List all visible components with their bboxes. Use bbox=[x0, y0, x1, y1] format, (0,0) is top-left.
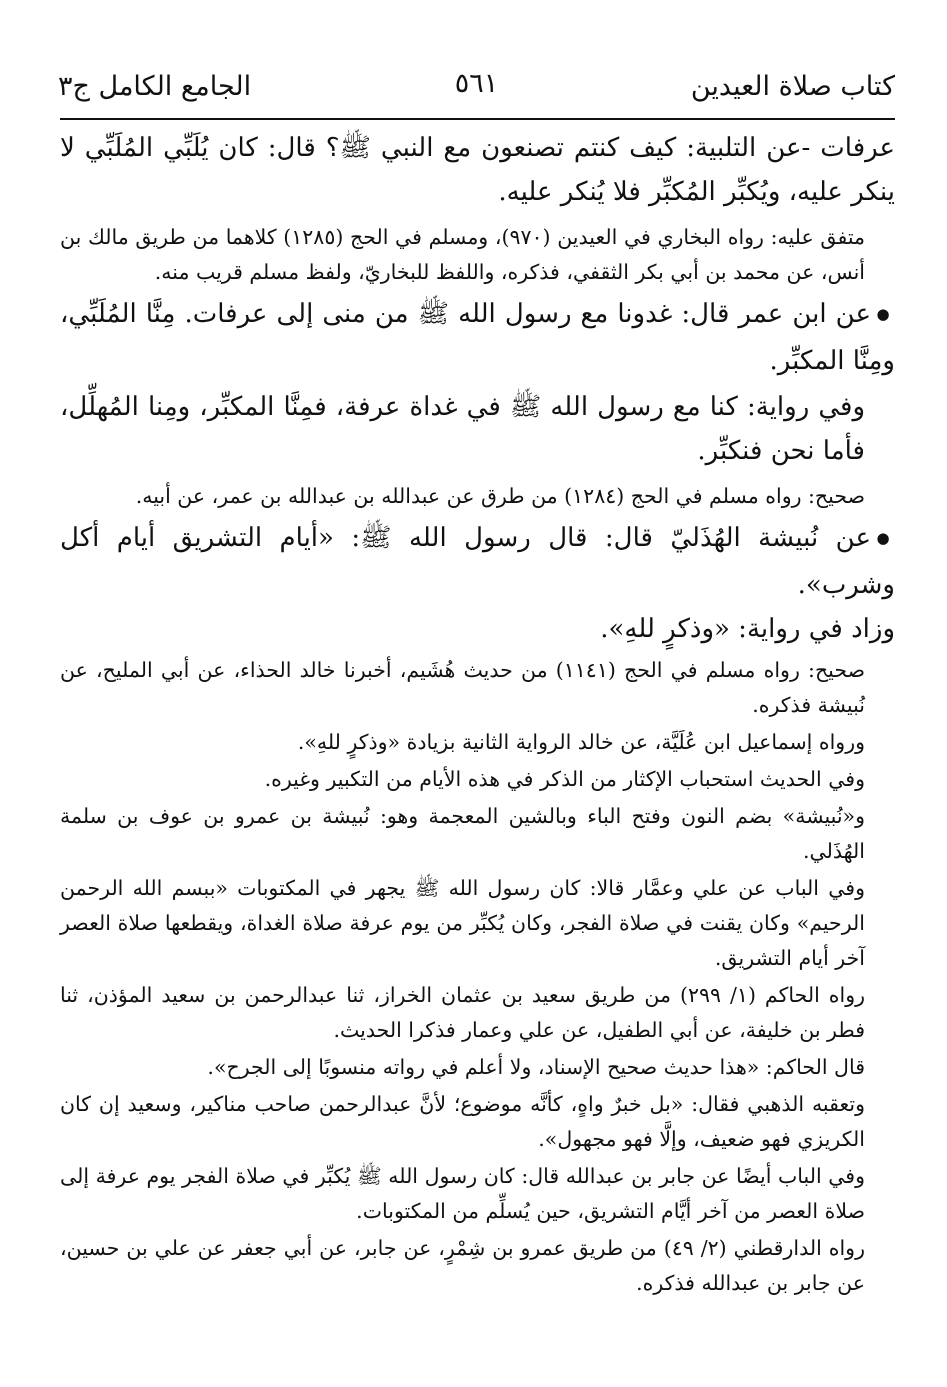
takhrij-note: رواه الحاكم (١/ ٢٩٩) من طريق سعيد بن عثمان الخراز، ثنا عبدالرحمن بن سعيد المؤذن، ثنا فطر بن خليفة، عن أبي الطفيل، عن علي وعمار فذكرا الحديث. bbox=[60, 983, 865, 1042]
book-title: الجامع الكامل ج٣ bbox=[58, 70, 252, 102]
hadith-body: عن نُبيشة الهُذَليّ قال: قال رسول الله ﷺ: «أيام التشريق أيام أكل وشرب». bbox=[60, 523, 895, 600]
commentary-note: وتعقبه الذهبي فقال: «بل خبرٌ واهٍ، كأنَّه موضوع؛ لأنَّ عبدالرحمن صاحب مناكير، وسعيد إن كان الكريزي فهو ضعيف، وإلَّا فهو مجهول». bbox=[60, 1092, 865, 1151]
page-header bbox=[58, 58, 895, 114]
hadith-text bbox=[60, 292, 895, 383]
commentary-note: وفي الباب أيضًا عن جابر بن عبدالله قال: كان رسول الله ﷺ يُكبِّر في صلاة الفجر يوم عرفة إلى صلاة العصر من آخر أيَّام التشريق، حين يُسلِّم من المكتوبات. bbox=[60, 1164, 865, 1223]
hadith-text: عرفات -عن التلبية: كيف كنتم تصنعون مع النبي ﷺ؟ قال: كان يُلَبِّي المُلَبِّي لا ينكر عليه، ويُكبِّر المُكبِّر فلا يُنكر عليه. bbox=[60, 133, 895, 207]
commentary-note: و«نُبيشة» بضم النون وفتح الباء وبالشين المعجمة وهو: نُبيشة بن عمرو بن عوف بن سلمة الهُذَلي. bbox=[60, 804, 865, 863]
takhrij-note: صحيح: رواه مسلم في الحج (١١٤١) من حديث هُشَيم، أخبرنا خالد الحذاء، عن أبي المليح، عن نُبيشة فذكره. bbox=[60, 658, 866, 717]
commentary-note: ورواه إسماعيل ابن عُلَيَّة، عن خالد الرواية الثانية بزيادة «وذكرٍ للهِ». bbox=[297, 730, 865, 754]
takhrij-note: صحيح: رواه مسلم في الحج (١٢٨٤) من طرق عن عبدالله بن عبدالله بن عمر، عن أبيه. bbox=[135, 484, 865, 508]
chapter-title: كتاب صلاة العيدين bbox=[690, 70, 895, 102]
takhrij-note: متفق عليه: رواه البخاري في العيدين (٩٧٠)، ومسلم في الحج (١٢٨٥) كلاهما من طريق مالك بن أنس، عن محمد بن أبي بكر الثقفي، فذكره، واللفظ للبخاريّ، ولفظ مسلم قريب منه. bbox=[60, 225, 865, 284]
takhrij-note: رواه الدارقطني (٢/ ٤٩) من طريق عمرو بن شِمْرٍ، عن جابر، عن أبي جعفر عن علي بن حسين، عن جابر بن عبدالله فذكره. bbox=[60, 1236, 865, 1295]
commentary-note: قال الحاكم: «هذا حديث صحيح الإسناد، ولا أعلم في رواته منسوبًا إلى الجرح». bbox=[207, 1055, 865, 1079]
hadith-text: وفي رواية: كنا مع رسول الله ﷺ في غداة عرفة، فمِنَّا المكبِّر، ومِنا المُهلِّل، فأما نحن فنكبِّر. bbox=[60, 392, 865, 466]
page-number: ٥٦١ bbox=[454, 68, 499, 99]
commentary-note: وفي الباب عن علي وعمَّار قالا: كان رسول الله ﷺ يجهر في المكتوبات «ببسم الله الرحمن الرحيم» وكان يقنت في صلاة الفجر، وكان يُكبِّر من يوم عرفة صلاة الغداة، ويقطعها صلاة العصر آخر أيام التشريق. bbox=[60, 876, 865, 970]
page-body bbox=[60, 126, 895, 1301]
header-rule bbox=[60, 118, 895, 120]
hadith-text bbox=[60, 516, 895, 607]
commentary-note: وفي الحديث استحباب الإكثار من الذكر في هذه الأيام من التكبير وغيره. bbox=[264, 767, 865, 791]
bullet-icon bbox=[871, 292, 895, 339]
hadith-text: وزاد في رواية: «وذكرٍ للهِ». bbox=[600, 614, 895, 644]
hadith-body: عن ابن عمر قال: غدونا مع رسول الله ﷺ من منى إلى عرفات. مِنَّا المُلَبِّي، ومِنَّا المكبِّر. bbox=[60, 299, 895, 376]
bullet-icon bbox=[871, 516, 895, 563]
